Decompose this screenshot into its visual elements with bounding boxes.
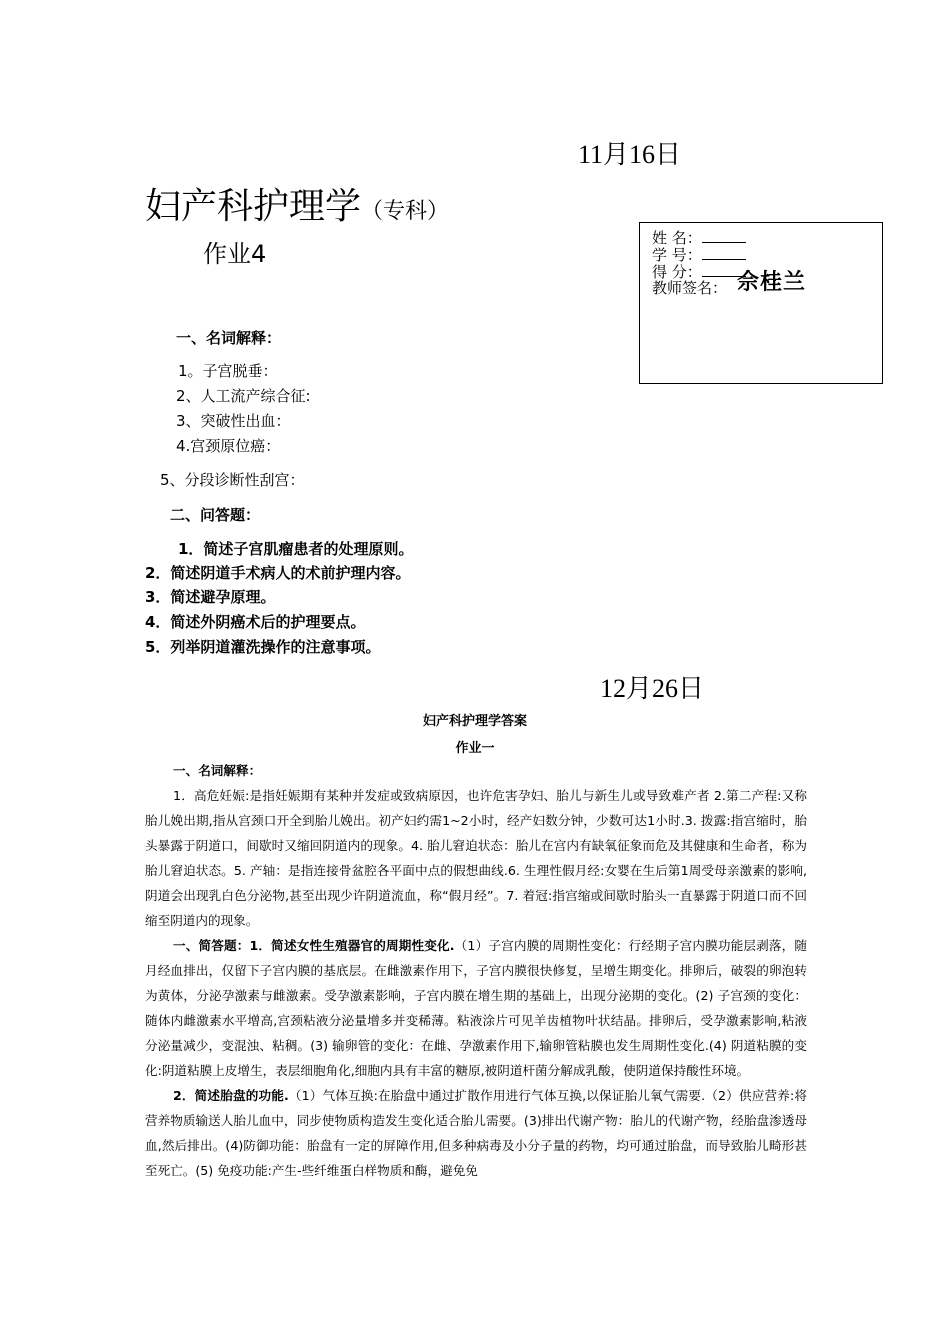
question-item: 1．简述子宫肌瘤患者的处理原则。: [178, 540, 414, 558]
date-header-1: 11月16日: [578, 140, 682, 169]
answers-title: 妇产科护理学答案: [422, 714, 527, 729]
term-item: 2、人工流产综合征:: [176, 387, 311, 405]
answer-q2: [145, 1083, 807, 1183]
answer-q1-label: 一、简答题：1．简述女性生殖器官的周期性变化.: [173, 938, 455, 953]
homework-label: 作业4: [203, 240, 267, 268]
student-info-box: [639, 222, 883, 384]
teacher-signature: 佘桂兰: [737, 270, 807, 295]
name-label: 姓 名：: [652, 229, 702, 247]
teacher-label: 教师签名：: [652, 279, 728, 297]
title-suffix: （专科）: [361, 199, 450, 224]
name-blank: [702, 229, 746, 243]
question-item: 3．简述避孕原理。: [145, 588, 276, 606]
part1-heading: 一、名词解释：: [176, 329, 282, 347]
answer-q1-text: （1）子宫内膜的周期性变化：行经期子宫内膜功能层剥落，随月经血排出，仅留下子宫内膜的基底层。在雌激素作用下，子宫内膜很快修复，呈增生期变化。排卵后，破裂的卵泡转为黄体，分泌孕激素与雌激素。受孕激素影响，子宫内膜在增生期的基础上，出现分泌期的变化。(2) 子宫颈的变化：随体内雌激素水平增高,宫颈粘液分泌量增多并变稀薄。粘液涂片可见羊齿植物叶状结晶。排卵后，受孕激素影响,粘液分泌量减少，变混浊、粘稠。(3) 输卵管的变化：在雌、孕激素作用下,输卵管粘膜也发生周期性变化.(4) 阴道粘膜的变化:阴道粘膜上皮增生，表层细胞角化,细胞内具有丰富的糖原,被阴道杆菌分解成乳酸，使阴道保持酸性环境。: [145, 938, 807, 1078]
question-item: 5．列举阴道灌洗操作的注意事项。: [145, 638, 381, 656]
score-label: 得 分：: [652, 263, 702, 281]
term-item: 4.宫颈原位癌：: [176, 437, 281, 455]
answer-q1: [145, 933, 807, 1083]
term-item: 1。子宫脱垂：: [178, 362, 278, 380]
term-item: 3、突破性出血：: [176, 412, 291, 430]
id-label: 学 号：: [652, 246, 702, 264]
teacher-row: [652, 280, 727, 297]
id-row: [652, 246, 746, 264]
answer-q2-label: 2．简述胎盘的功能.: [173, 1088, 289, 1103]
answers-body: [145, 758, 807, 1183]
part2-heading: 二、问答题：: [170, 506, 261, 524]
id-blank: [702, 246, 746, 260]
question-item: 2．简述阴道手术病人的术前护理内容。: [145, 564, 411, 582]
title-main: 妇产科护理学: [145, 186, 362, 227]
date-header-2: 12月26日: [600, 674, 705, 703]
answers-subtitle: 作业一: [455, 741, 495, 756]
answer-q2-text: （1）气体互换:在胎盘中通过扩散作用进行气体互换,以保证胎儿氧气需要.（2）供应营养:将营养物质输送人胎儿血中，同步使物质构造发生变化适合胎儿需要。(3)排出代谢产物：胎儿的代谢产物，经胎盘渗透母血,然后排出。(4)防御功能：胎盘有一定的屏障作用,但多种病毒及小分子量的药物，均可通过胎盘，而导致胎儿畸形甚至死亡。(5) 免疫功能:产生-些纤维蛋白样物质和酶，避免免: [145, 1088, 807, 1178]
document-title: [145, 178, 449, 229]
section1-definitions: 1．高危妊娠:是指妊娠期有某种并发症或致病原因，也许危害孕妇、胎儿与新生儿或导致难产者 2.第二产程:又称胎儿娩出期,指从宫颈口开全到胎儿娩出。初产妇约需1~2小时，经产妇数分钟，少数可达1小时.3. 拨露:指宫缩时，胎头暴露于阴道口，间歇时又缩回阴道内的现象。4. 胎儿窘迫状态：胎儿在宫内有缺氧征象而危及其健康和生命者，称为胎儿窘迫状态。5. 产轴：是指连接骨盆腔各平面中点的假想曲线.6. 生理性假月经:女婴在生后第1周受母亲激素的影响,阴道会出现乳白色分泌物,甚至出现少许阴道流血，称“假月经”。7. 着冠:指宫缩或间歇时胎头一直暴露于阴道口而不回缩至阴道内的现象。: [145, 788, 807, 928]
term-item: 5、分段诊断性刮宫：: [160, 471, 305, 489]
name-row: [652, 229, 746, 247]
question-item: 4．简述外阴癌术后的护理要点。: [145, 613, 366, 631]
section1-heading: 一、名词解释：: [173, 763, 262, 778]
